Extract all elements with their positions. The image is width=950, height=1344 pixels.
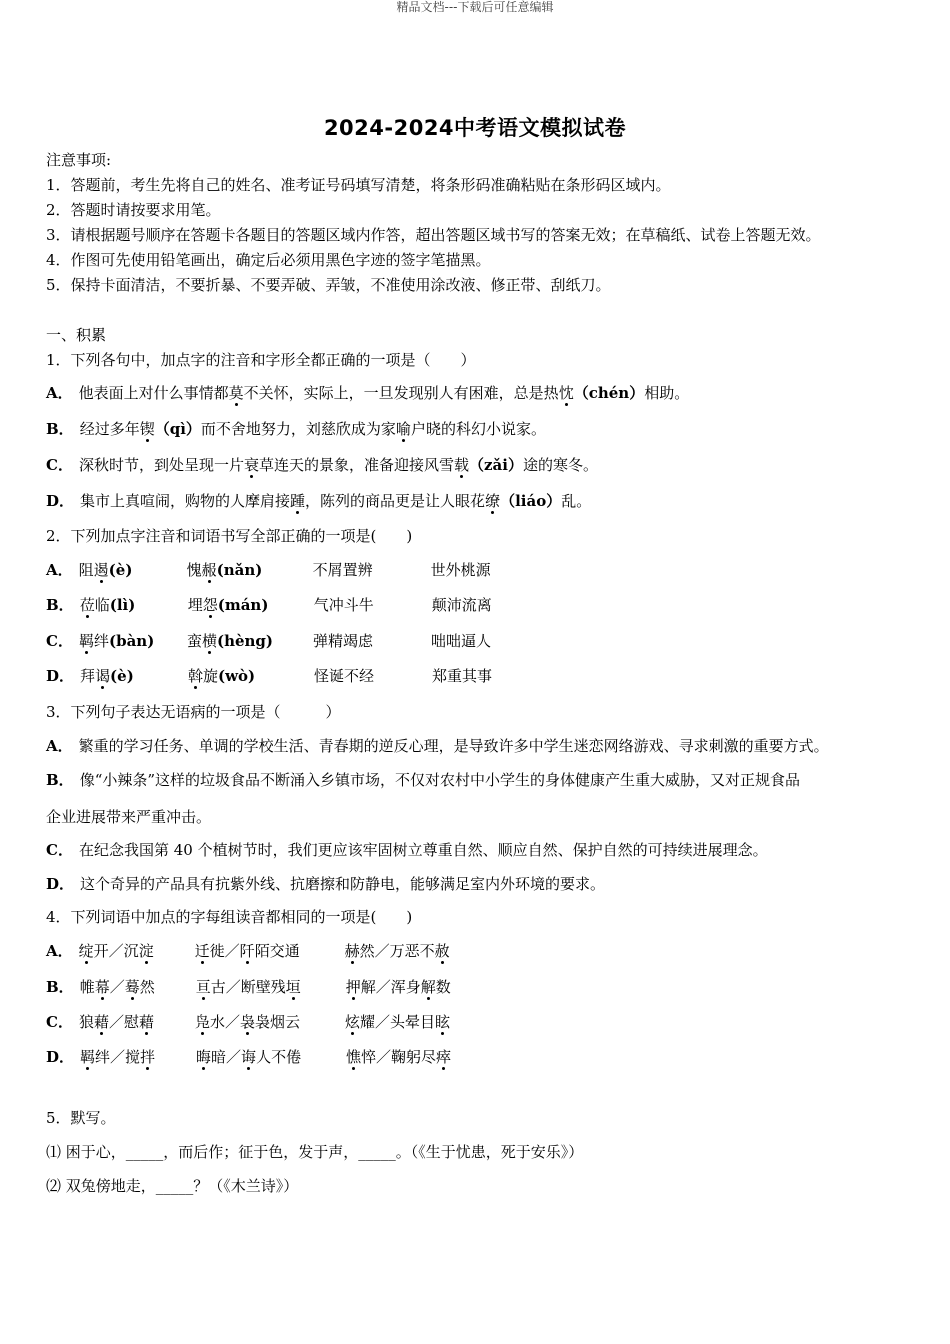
dotted-char: 炫 (344, 1013, 360, 1031)
option-label: A． (46, 737, 73, 755)
pinyin: (mán) (217, 596, 269, 614)
option-label: D． (46, 667, 75, 685)
dotted-char: 踵 (290, 492, 306, 510)
option-text: 草连天的景象，准备迎接风雪 (258, 456, 454, 474)
option-text: 而不舍地努力，刘慈欣成为家 (200, 420, 396, 438)
pinyin: (è) (108, 561, 133, 579)
pinyin: （chén） (573, 384, 645, 402)
option-label: B． (46, 420, 74, 438)
question-4-option-c (46, 1012, 450, 1032)
pinyin: (hèng) (216, 632, 274, 650)
option-label: D． (46, 875, 75, 893)
notes-item: 2．答题时请按要求用笔。 (46, 201, 221, 219)
dotted-char: 憔 (346, 1048, 362, 1066)
notes-heading: 注意事项: (46, 151, 112, 169)
question-2-option-d (46, 666, 492, 686)
question-3-option-a (46, 736, 829, 756)
word-text: 怪诞不经 (314, 667, 375, 685)
dotted-char: 藉 (139, 1013, 155, 1031)
dotted-char: 瘁 (436, 1048, 452, 1066)
dotted-char: 忱 (558, 384, 574, 402)
question-4-option-a (46, 941, 450, 961)
option-text: 途的寒冬。 (522, 456, 598, 474)
question-3-option-d (46, 874, 605, 894)
dotted-char: 遏 (93, 561, 109, 579)
question-5-stem: 5．默写。 (46, 1109, 116, 1127)
word-text: 耀／头晕目 (359, 1013, 435, 1031)
dotted-char: 阡 (239, 942, 255, 960)
word-text: 阻 (78, 561, 94, 579)
option-label: B． (46, 771, 74, 789)
dotted-char: 亘 (195, 978, 211, 996)
question-1-option-c (46, 455, 598, 475)
option-label: D． (46, 492, 75, 510)
option-text: 不关怀，实际上，一旦发现别人有困难，总是热 (243, 384, 559, 402)
option-label: A． (46, 384, 73, 402)
word-text: 水／ (209, 1013, 240, 1031)
option-label: C． (46, 841, 73, 859)
word-text: 蛮 (186, 632, 202, 650)
question-4-option-d (46, 1047, 451, 1067)
dotted-char: 载 (454, 456, 470, 474)
word-text: 然／万恶不 (359, 942, 435, 960)
option-label: A． (46, 942, 73, 960)
dotted-char: 晦 (196, 1048, 212, 1066)
option-text: 经过多年 (79, 420, 140, 438)
pinyin: （liáo） (500, 492, 562, 510)
question-2-option-c (46, 631, 491, 651)
question-2-option-b (46, 595, 492, 615)
option-text: ，陈列的商品更是让人眼花 (305, 492, 486, 510)
question-3-option-b-continued: 企业进展带来严重冲击。 (46, 808, 212, 826)
word-text: 不屑置辨 (312, 561, 373, 579)
word-text: 数 (435, 978, 451, 996)
dotted-char: 羁 (78, 632, 94, 650)
word-text: 狼 (78, 1013, 94, 1031)
option-label: C． (46, 632, 73, 650)
question-5-line-2: ⑵ 双兔傍地走，_____？（《木兰诗》） (46, 1177, 299, 1195)
dotted-char: 迁 (194, 942, 210, 960)
question-1-stem: 1．下列各句中，加点字的注音和字形全都正确的一项是（ ） (46, 351, 476, 369)
dotted-char: 押 (345, 978, 361, 996)
dotted-char: 幕 (94, 978, 110, 996)
question-3-option-c (46, 840, 768, 860)
option-text: 深秋时节，到处呈现一片 (78, 456, 244, 474)
section-heading: 一、积累 (46, 326, 107, 344)
question-2-option-a (46, 560, 491, 580)
notes-item: 3．请根据题号顺序在答题卡各题目的答题区域内作答，超出答题区域书写的答案无效；在草稿纸、试卷上答题无效。 (46, 226, 821, 244)
dotted-char: 拌 (140, 1048, 156, 1066)
word-text: 世外桃源 (430, 561, 491, 579)
dotted-char: 赧 (201, 561, 217, 579)
dotted-char: 衰 (243, 456, 259, 474)
pinyin: （zǎi） (469, 456, 523, 474)
dotted-char: 藉 (93, 1013, 109, 1031)
dotted-char: 凫 (194, 1013, 210, 1031)
word-text: 悴／鞠躬尽 (361, 1048, 437, 1066)
option-label: A． (46, 561, 73, 579)
dotted-char: 横 (201, 632, 217, 650)
option-text: 像“小辣条”这样的垃圾食品不断涌入乡镇市场，不仅对农村中小学生的身体健康产生重大威胁，又对正规食品 (79, 771, 801, 789)
dotted-char: 赫 (344, 942, 360, 960)
question-3-stem: 3．下列句子表达无语病的一项是（ ） (46, 703, 341, 721)
notes-item: 1．答题前，考生先将自己的姓名、准考证号码填写清楚，将条形码准确粘贴在条形码区域内。 (46, 176, 671, 194)
word-text: 古／断壁残 (210, 978, 286, 996)
option-text: 这个奇异的产品具有抗紫外线、抗磨擦和防静电，能够满足室内外环境的要求。 (80, 875, 606, 893)
word-text: 拜 (80, 667, 96, 685)
question-4-stem: 4．下列词语中加点的字每组读音都相同的一项是( ) (46, 908, 413, 926)
word-text: 颠沛流离 (431, 596, 492, 614)
dotted-char: 袅 (239, 1013, 255, 1031)
dotted-char: 喻 (395, 420, 411, 438)
dotted-char: 赦 (434, 942, 450, 960)
dotted-char: 羁 (80, 1048, 96, 1066)
word-text: 陌交通 (254, 942, 300, 960)
option-text: 乱。 (561, 492, 592, 510)
question-1-option-a (46, 383, 689, 403)
option-label: C． (46, 456, 73, 474)
word-text: ／慰 (108, 1013, 139, 1031)
word-text: 咄咄逼人 (430, 632, 491, 650)
dotted-char: 淀 (138, 942, 154, 960)
word-text: 郑重其事 (432, 667, 493, 685)
question-1-option-d (46, 491, 591, 511)
notes-item: 5．保持卡面清洁，不要折暴、不要弄破、弄皱，不准使用涂改液、修正带、刮纸刀。 (46, 276, 611, 294)
word-text: 弹精竭虑 (312, 632, 373, 650)
dotted-char: 蓦 (124, 978, 140, 996)
option-label: B． (46, 978, 74, 996)
word-text: 绊 (93, 632, 109, 650)
option-label: B． (46, 596, 74, 614)
word-text: ／ (109, 978, 125, 996)
option-text: 他表面上对什么事情都 (78, 384, 229, 402)
dotted-char: 锲 (139, 420, 155, 438)
word-text: 暗／ (211, 1048, 242, 1066)
option-text: 繁重的学习任务、单调的学校生活、青春期的逆反心理，是导致许多中学生迷恋网络游戏、寻求刺激的重要方式。 (78, 737, 829, 755)
word-text: 气冲斗牛 (313, 596, 374, 614)
word-text: 旋 (203, 667, 219, 685)
option-text: 相助。 (644, 384, 690, 402)
dotted-char: 眩 (434, 1013, 450, 1031)
dotted-char: 怨 (202, 596, 218, 614)
option-text: 户晓的科幻小说家。 (410, 420, 546, 438)
option-label: C． (46, 1013, 73, 1031)
question-4-option-b (46, 977, 451, 997)
pinyin: (bàn) (108, 632, 155, 650)
word-text: 解／浑身 (360, 978, 421, 996)
pinyin: （qì） (154, 420, 201, 438)
word-text: 然 (139, 978, 155, 996)
word-text: 埋 (187, 596, 203, 614)
word-text: 临 (94, 596, 110, 614)
dotted-char: 缭 (485, 492, 501, 510)
question-1-option-b (46, 419, 546, 439)
pinyin: (nǎn) (216, 561, 263, 579)
word-text: 徙／ (209, 942, 240, 960)
page-title: 2024-2024中考语文模拟试卷 (323, 116, 627, 140)
dotted-char: 莅 (79, 596, 95, 614)
notes-item: 4．作图可先使用铅笔画出，确定后必须用黑色字迹的签字笔描黑。 (46, 251, 491, 269)
question-2-stem: 2．下列加点字注音和词语书写全部正确的一项是( ) (46, 527, 413, 545)
option-text: 集市上真喧闹，购物的人摩肩接 (80, 492, 291, 510)
word-text: 愧 (186, 561, 202, 579)
word-text: 开／沉 (93, 942, 139, 960)
dotted-char: 诲 (241, 1048, 257, 1066)
question-5-line-1: ⑴ 困于心，_____，而后作；征于色，发于声，_____。（《生于忧患，死于安乐》） (46, 1143, 584, 1161)
pinyin: (è) (110, 667, 134, 685)
option-text: 在纪念我国第 40 个植树节时，我们更应该牢固树立尊重自然、顺应自然、保护自然的可持续进展理念。 (78, 841, 768, 859)
question-3-option-b (46, 770, 800, 790)
pinyin: (lì) (109, 596, 136, 614)
dotted-char: 垣 (285, 978, 301, 996)
dotted-char: 解 (420, 978, 436, 996)
dotted-char: 谒 (95, 667, 111, 685)
dotted-char: 斡 (188, 667, 204, 685)
word-text: 帷 (79, 978, 95, 996)
dotted-char: 莫 (228, 384, 244, 402)
pinyin: (wò) (218, 667, 256, 685)
dotted-char: 绽 (78, 942, 94, 960)
option-label: D． (46, 1048, 75, 1066)
page-header: 精品文档---下载后可任意编辑 (396, 0, 554, 14)
word-text: 绊／搅 (95, 1048, 141, 1066)
word-text: 袅烟云 (255, 1013, 301, 1031)
word-text: 人不倦 (256, 1048, 302, 1066)
